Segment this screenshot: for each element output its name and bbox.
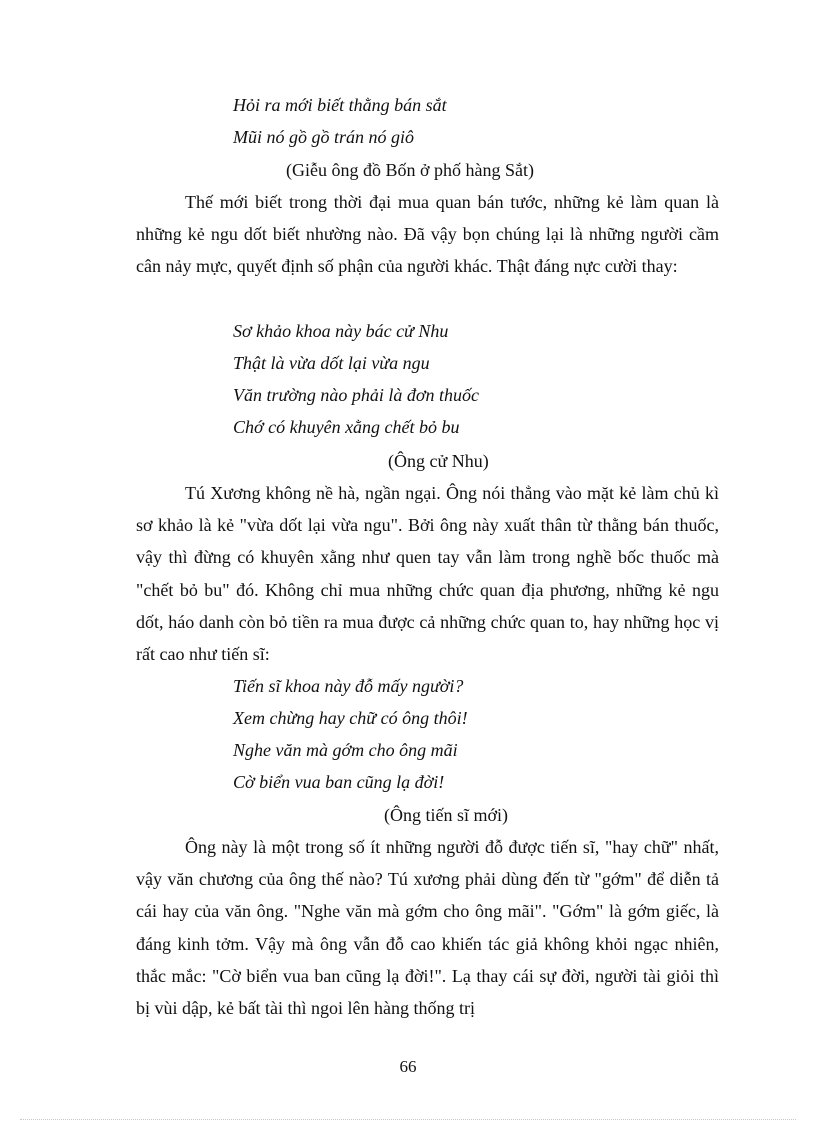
poem-excerpt-2: [233, 315, 479, 443]
poem-excerpt-1: [233, 89, 447, 153]
poem-line: Mũi nó gồ gồ trán nó giô: [233, 127, 415, 147]
poem-line: Nghe văn mà gớm cho ông mãi: [233, 740, 458, 760]
poem-line: Văn trường nào phải là đơn thuốc: [233, 385, 480, 405]
page-number: 66: [399, 1057, 417, 1076]
paragraph-1-block: [136, 186, 719, 283]
poem-line: Hỏi ra mới biết thằng bán sắt: [233, 95, 447, 115]
paragraph-2-block: [136, 477, 719, 670]
footer-divider: [20, 1119, 796, 1120]
poem-excerpt-3: [233, 670, 468, 798]
poem-caption-2: (Ông cử Nhu): [388, 451, 489, 471]
poem-line: Tiến sĩ khoa này đỗ mấy người?: [233, 676, 464, 696]
poem-caption-1: (Giễu ông đồ Bốn ở phố hàng Sắt): [286, 160, 534, 180]
paragraph-2: Tú Xương không nề hà, ngần ngại. Ông nói thẳng vào mặt kẻ làm chủ kì sơ khảo là kẻ "vừa dốt lại vừa ngu". Bởi ông này xuất thân từ thằng bán thuốc, vậy thì đừng có khuyên xằng như quen tay vẫn làm trong nghề bốc thuốc mà "chết bỏ bu" đó. Không chỉ mua những chức quan địa phương, những kẻ ngu dốt, háo danh còn bỏ tiền ra mua được cả những chức quan to, hay những học vị rất cao như tiến sĩ:: [136, 483, 719, 665]
paragraph-3: Ông này là một trong số ít những người đỗ được tiến sĩ, "hay chữ" nhất, vậy văn chương của ông thế nào? Tú xương phải dùng đến từ "gớm" để diễn tả cái hay của văn ông. "Nghe văn mà gớm cho ông mãi". "Gớm" là gớm giếc, là đáng kinh tởm. Vậy mà ông vẫn đỗ cao khiến tác giả không khỏi ngạc nhiên, thắc mắc: "Cờ biển vua ban cũng lạ đời!". Lạ thay cái sự đời, người tài giỏi thì bị vùi dập, kẻ bất tài thì ngoi lên hàng thống trị: [136, 837, 719, 1019]
paragraph-1: Thế mới biết trong thời đại mua quan bán tước, những kẻ làm quan là những kẻ ngu dốt biết nhường nào. Đã vậy bọn chúng lại là những người cầm cân nảy mực, quyết định số phận của người khác. Thật đáng nực cười thay:: [136, 192, 719, 277]
poem-line: Sơ khảo khoa này bác cử Nhu: [233, 321, 449, 341]
poem-line: Chớ có khuyên xằng chết bỏ bu: [233, 417, 460, 437]
poem-line: Xem chừng hay chữ có ông thôi!: [233, 708, 468, 728]
poem-line: Cờ biển vua ban cũng lạ đời!: [233, 772, 445, 792]
paragraph-3-block: [136, 831, 719, 1024]
poem-line: Thật là vừa dốt lại vừa ngu: [233, 353, 430, 373]
poem-caption-3: (Ông tiến sĩ mới): [384, 805, 509, 825]
